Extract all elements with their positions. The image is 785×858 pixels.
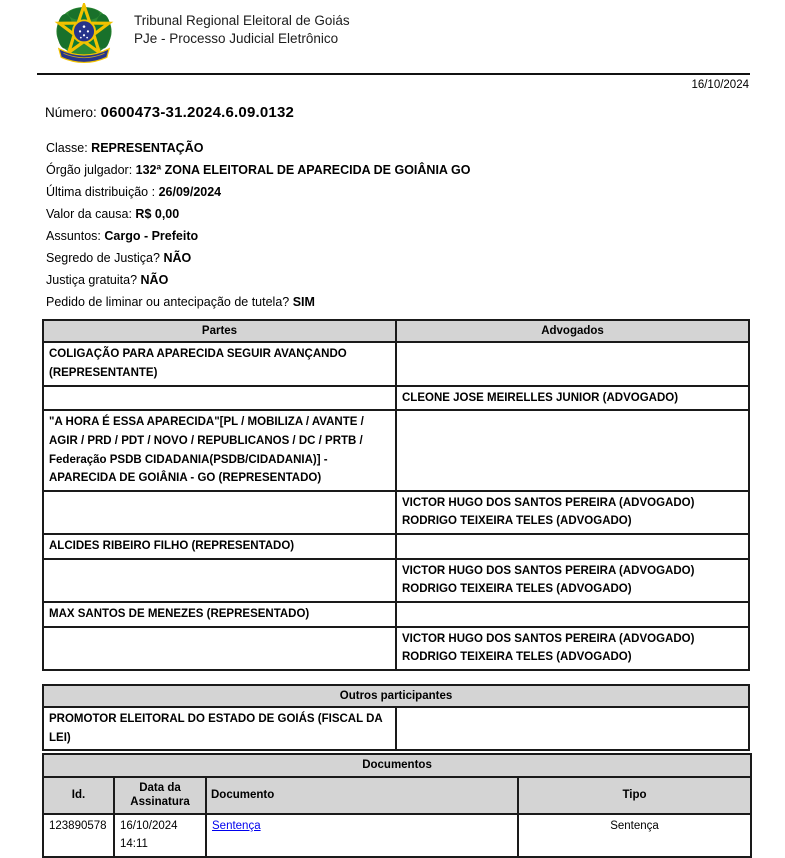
- table-row: [43, 627, 749, 670]
- case-number-value: 0600473-31.2024.6.09.0132: [100, 104, 295, 121]
- partes-advogados-table: [42, 319, 750, 671]
- party-cell: [43, 491, 396, 534]
- field-label: Valor da causa:: [46, 207, 132, 221]
- advogados-column-header: Advogados: [396, 320, 749, 342]
- case-number-label: Número:: [45, 105, 97, 120]
- lawyers-cell: [396, 386, 749, 411]
- party-cell: [43, 386, 396, 411]
- partes-column-header: Partes: [43, 320, 396, 342]
- field-pedido-liminar: [46, 295, 785, 309]
- field-value: 132ª ZONA ELEITORAL DE APARECIDA DE GOIÂNIA GO: [135, 163, 471, 177]
- document-header: [0, 0, 785, 68]
- field-value: NÃO: [140, 273, 169, 287]
- lawyers-cell: [396, 491, 749, 534]
- field-label: Órgão julgador:: [46, 163, 133, 177]
- court-name: Tribunal Regional Eleitoral de Goiás: [134, 13, 350, 28]
- document-row: [43, 814, 751, 857]
- document-id-cell: 123890578: [43, 814, 114, 857]
- table-row: [43, 602, 749, 627]
- field-assuntos: [46, 229, 785, 243]
- document-link-cell: [206, 814, 518, 857]
- table-header-row: [43, 685, 749, 707]
- field-orgao-julgador: [46, 163, 785, 177]
- field-label: Segredo de Justiça?: [46, 251, 160, 265]
- field-value: SIM: [292, 295, 315, 309]
- lawyer-name: VICTOR HUGO DOS SANTOS PEREIRA (ADVOGADO): [402, 496, 695, 509]
- tipo-column-header: Tipo: [518, 777, 751, 814]
- field-value: Cargo - Prefeito: [104, 229, 199, 243]
- system-name: PJe - Processo Judicial Eletrônico: [134, 30, 339, 46]
- field-label: Pedido de liminar ou antecipação de tutela?: [46, 295, 290, 309]
- header-divider: [37, 73, 750, 75]
- case-number-line: [45, 104, 785, 121]
- field-value: REPRESENTAÇÃO: [91, 141, 204, 155]
- lawyer-name: CLEONE JOSE MEIRELLES JUNIOR (ADVOGADO): [402, 391, 679, 404]
- lawyer-name: VICTOR HUGO DOS SANTOS PEREIRA (ADVOGADO): [402, 564, 695, 577]
- table-row: [43, 559, 749, 602]
- party-cell: [43, 627, 396, 670]
- lawyer-name: RODRIGO TEIXEIRA TELES (ADVOGADO): [402, 583, 632, 596]
- lawyers-cell: [396, 410, 749, 491]
- field-valor-causa: [46, 207, 785, 221]
- field-segredo-justica: [46, 251, 785, 265]
- data-assinatura-column-header: Data da Assinatura: [114, 777, 206, 814]
- field-justica-gratuita: [46, 273, 785, 287]
- field-value: R$ 0,00: [135, 207, 180, 221]
- lawyers-cell: [396, 559, 749, 602]
- document-date-cell: 16/10/2024 14:11: [114, 814, 206, 857]
- lawyer-name: RODRIGO TEIXEIRA TELES (ADVOGADO): [402, 515, 632, 528]
- table-row: [43, 707, 749, 750]
- field-label: Classe:: [46, 141, 88, 155]
- field-value: NÃO: [163, 251, 192, 265]
- table-row: [43, 386, 749, 411]
- lawyers-cell: [396, 602, 749, 627]
- lawyers-cell: [396, 342, 749, 385]
- table-header-row: [43, 754, 751, 776]
- lawyers-cell: [396, 534, 749, 559]
- document-type-cell: Sentença: [518, 814, 751, 857]
- party-cell: "A HORA É ESSA APARECIDA"[PL / MOBILIZA / AVANTE / AGIR / PRD / PDT / NOVO / REPUBLICANOS / DC / PRTB / Federação PSDB CIDADANIA(PSDB/CIDADANIA)] - APARECIDA DE GOIÂNIA - GO (REPRESENTADO): [43, 410, 396, 491]
- table-row: [43, 342, 749, 385]
- brazil-coat-of-arms-icon: [44, 3, 124, 66]
- field-classe: [46, 141, 785, 155]
- case-details: [46, 141, 785, 309]
- table-row: [43, 491, 749, 534]
- field-label: Justiça gratuita?: [46, 273, 138, 287]
- lawyer-name: VICTOR HUGO DOS SANTOS PEREIRA (ADVOGADO): [402, 632, 695, 645]
- documento-column-header: Documento: [206, 777, 518, 814]
- lawyer-name: RODRIGO TEIXEIRA TELES (ADVOGADO): [402, 651, 632, 664]
- party-cell: ALCIDES RIBEIRO FILHO (REPRESENTADO): [43, 534, 396, 559]
- documentos-table: [42, 753, 752, 857]
- field-value: 26/09/2024: [158, 185, 222, 199]
- documentos-header: Documentos: [43, 754, 751, 776]
- participant-cell: PROMOTOR ELEITORAL DO ESTADO DE GOIÁS (FISCAL DA LEI): [43, 707, 396, 750]
- id-column-header: Id.: [43, 777, 114, 814]
- table-row: [43, 410, 749, 491]
- outros-participantes-header: Outros participantes: [43, 685, 749, 707]
- party-cell: COLIGAÇÃO PARA APARECIDA SEGUIR AVANÇANDO (REPRESENTANTE): [43, 342, 396, 385]
- outros-participantes-table: [42, 684, 750, 752]
- party-cell: [43, 559, 396, 602]
- document-link[interactable]: Sentença: [212, 819, 261, 832]
- table-columns-row: [43, 777, 751, 814]
- party-cell: MAX SANTOS DE MENEZES (REPRESENTADO): [43, 602, 396, 627]
- field-ultima-distribuicao: [46, 185, 785, 199]
- field-label: Última distribuição :: [46, 185, 156, 199]
- generation-date: 16/10/2024: [691, 79, 749, 91]
- table-row: [43, 534, 749, 559]
- field-label: Assuntos:: [46, 229, 101, 243]
- table-header-row: [43, 320, 749, 342]
- participant-lawyers-cell: [396, 707, 749, 750]
- lawyers-cell: [396, 627, 749, 670]
